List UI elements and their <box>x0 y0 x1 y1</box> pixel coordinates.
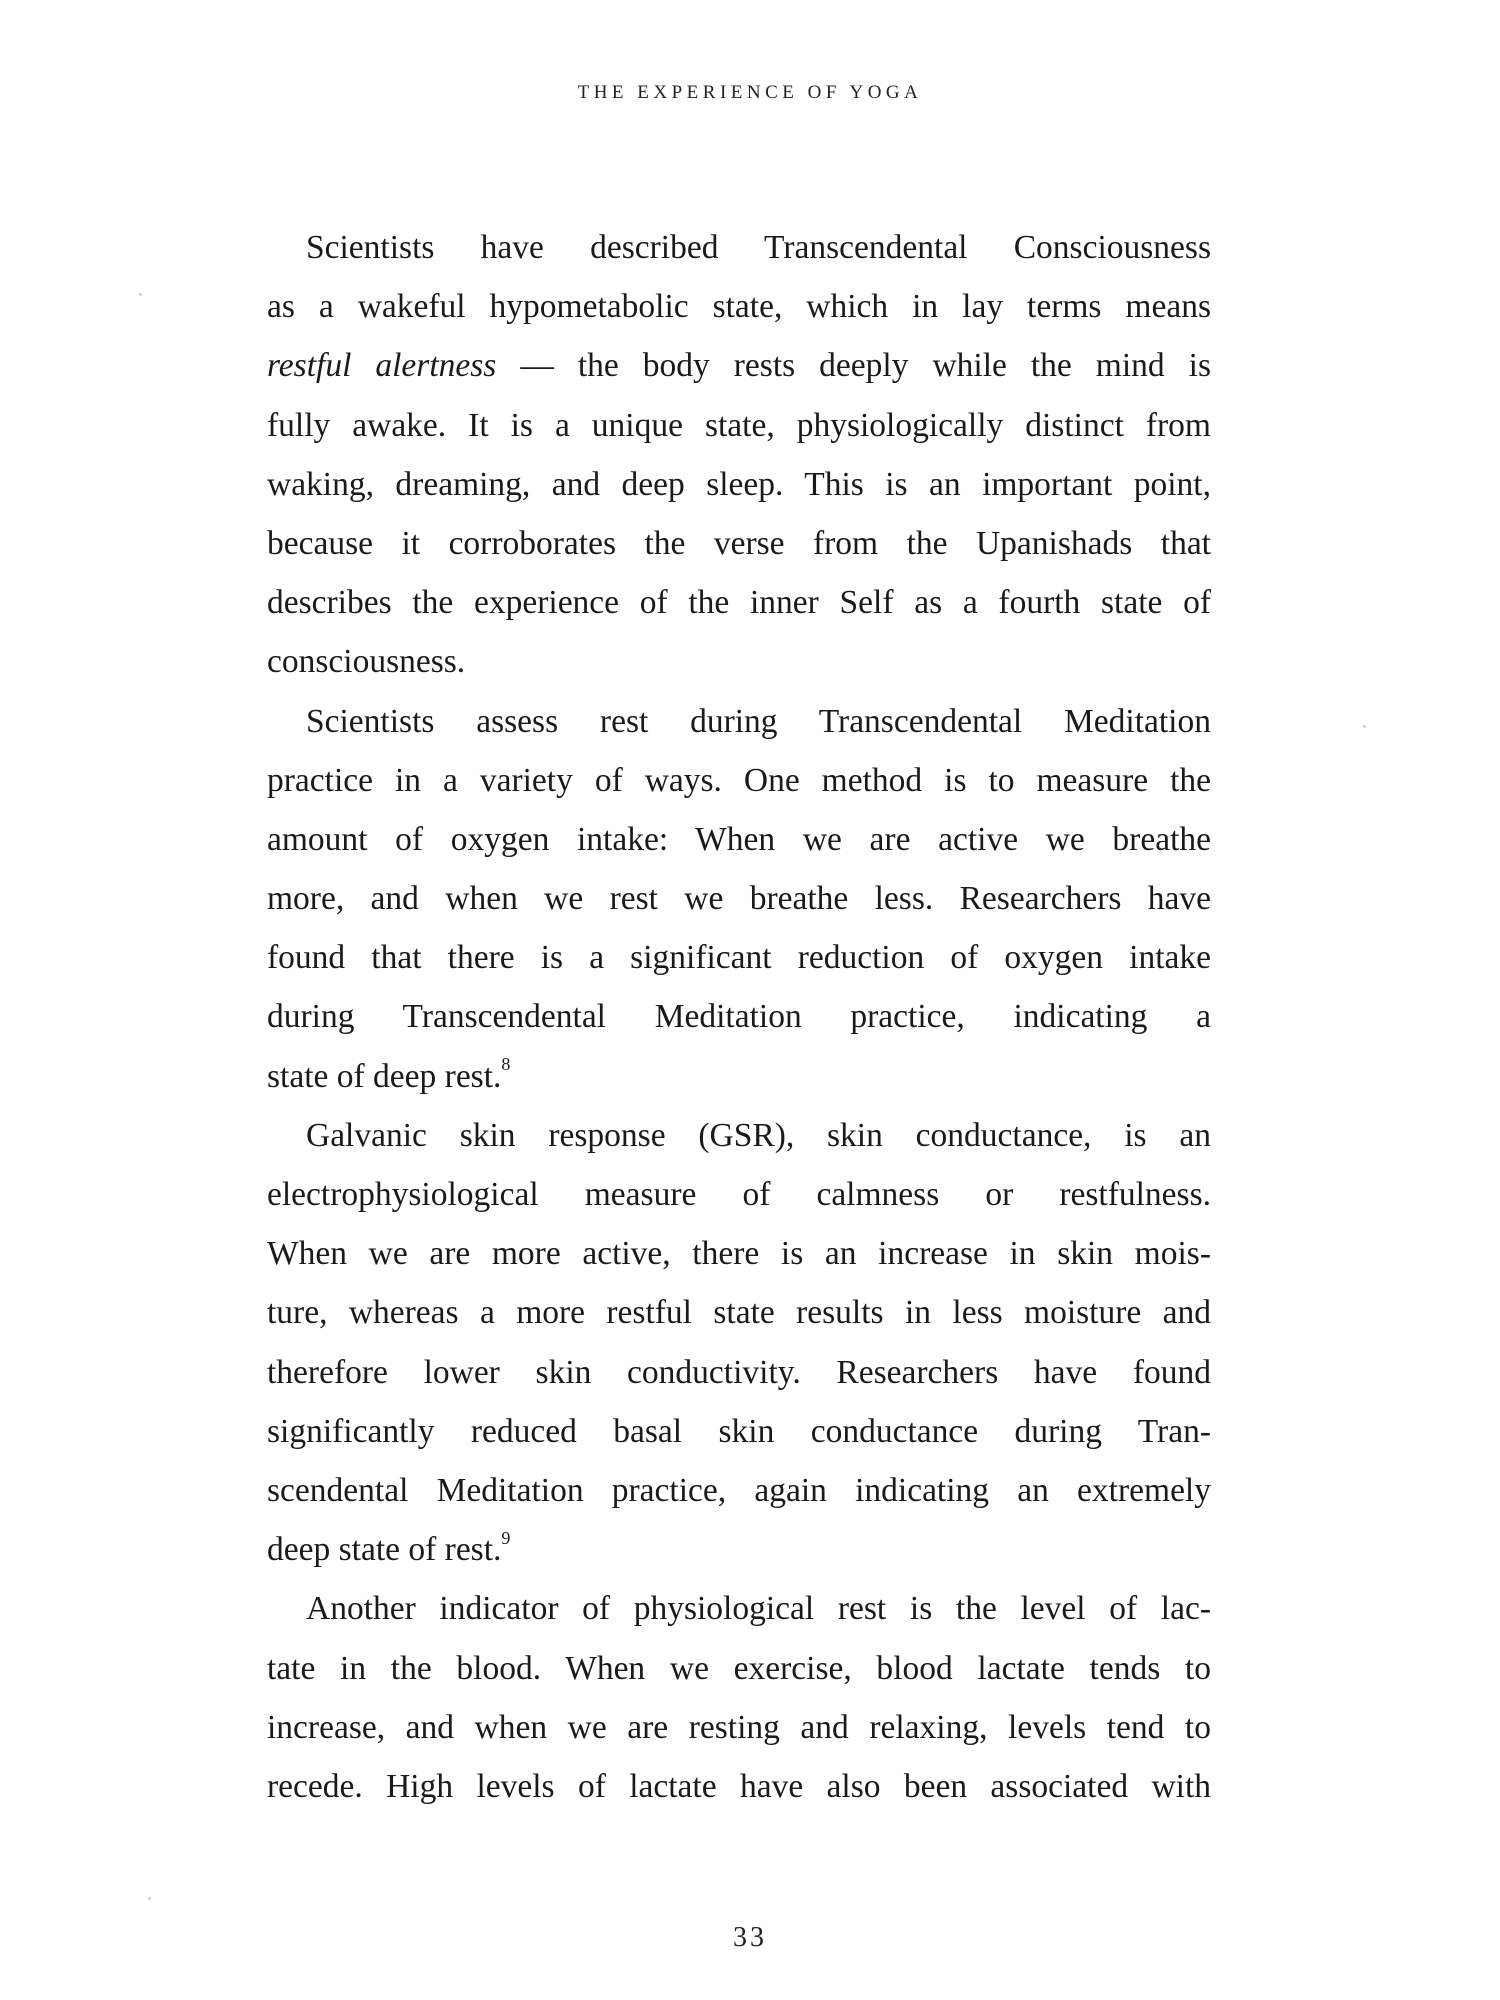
text-line: practice in a variety of ways. One method is to measure the <box>267 761 1211 799</box>
paragraph <box>267 1579 1211 1816</box>
text-line: amount of oxygen intake: When we are active we breathe <box>267 820 1211 858</box>
scan-speck <box>1363 725 1366 728</box>
text-line <box>267 1520 1211 1579</box>
text-line <box>267 1047 1211 1106</box>
running-head: THE EXPERIENCE OF YOGA <box>577 82 923 103</box>
paragraph <box>267 1106 1211 1580</box>
text-line: scendental Meditation practice, again indicating an extremely <box>267 1471 1211 1509</box>
text-fragment: deep state of rest. <box>267 1531 502 1569</box>
body-text <box>267 218 1211 1816</box>
text-line: significantly reduced basal skin conductance during Tran- <box>267 1412 1211 1450</box>
paragraph <box>267 692 1211 1106</box>
text-line <box>267 336 1211 395</box>
text-line: Galvanic skin response (GSR), skin conductance, is an <box>306 1116 1211 1154</box>
text-line: electrophysiological measure of calmness or restfulness. <box>267 1176 1211 1213</box>
text-line: because it corroborates the verse from the Upanishads that <box>267 524 1211 562</box>
text-line: tate in the blood. When we exercise, blood lactate tends to <box>267 1649 1211 1687</box>
scan-speck <box>148 1897 151 1900</box>
paragraph <box>267 218 1211 692</box>
page-number: 33 <box>733 1922 767 1953</box>
text-line: increase, and when we are resting and relaxing, levels tend to <box>267 1708 1211 1746</box>
footnote-marker[interactable]: 8 <box>501 1054 511 1075</box>
text-fragment: — the body rests deeply while the mind is <box>496 347 1211 385</box>
text-line: Scientists have described Transcendental Consciousness <box>306 229 1211 266</box>
text-line: fully awake. It is a unique state, physiologically distinct from <box>267 406 1211 444</box>
text-line: more, and when we rest we breathe less. Researchers have <box>267 880 1211 918</box>
text-line: found that there is a significant reduction of oxygen intake <box>267 939 1211 977</box>
text-line: describes the experience of the inner Self as a fourth state of <box>267 584 1211 622</box>
scan-speck <box>139 293 142 296</box>
text-line: Scientists assess rest during Transcendental Meditation <box>306 702 1211 740</box>
text-line: during Transcendental Meditation practice, indicating a <box>267 998 1211 1036</box>
text-fragment: state of deep rest. <box>267 1057 502 1095</box>
text-line: waking, dreaming, and deep sleep. This is an important point, <box>267 465 1211 503</box>
text-line: ture, whereas a more restful state results in less moisture and <box>267 1294 1211 1332</box>
text-line: Another indicator of physiological rest is the level of lac- <box>306 1590 1211 1628</box>
text-line: as a wakeful hypometabolic state, which in lay terms means <box>267 288 1211 326</box>
footnote-marker[interactable]: 9 <box>501 1527 511 1548</box>
text-line: therefore lower skin conductivity. Researchers have found <box>267 1353 1211 1391</box>
emphasis-text: restful alertness <box>267 347 497 385</box>
text-line: consciousness. <box>267 643 466 681</box>
text-line: recede. High levels of lactate have also been associated with <box>267 1767 1211 1805</box>
text-line: When we are more active, there is an increase in skin mois- <box>267 1235 1211 1273</box>
